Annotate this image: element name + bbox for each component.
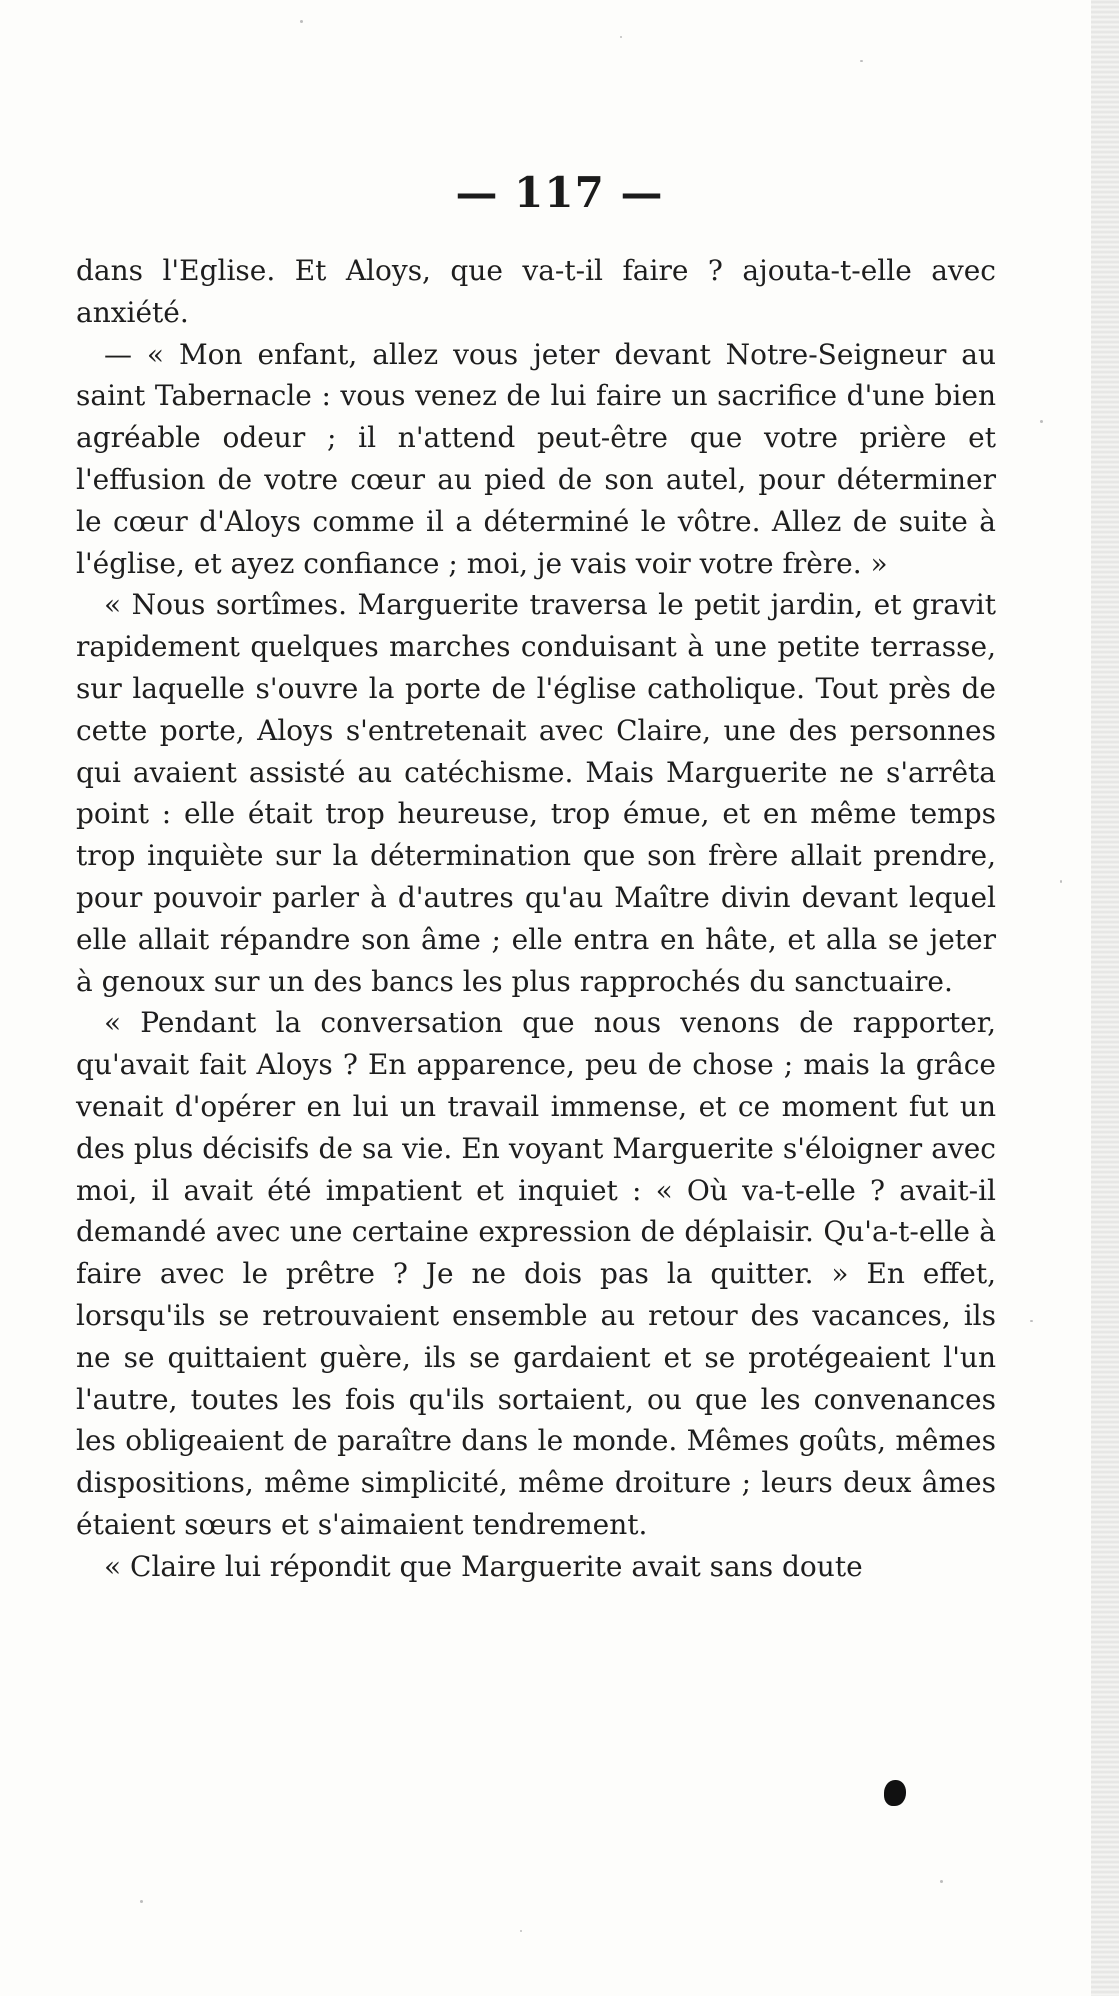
print-speckle	[620, 36, 622, 38]
paragraph-1: dans l'Eglise. Et Aloys, que va-t-il faire ? ajouta-t-elle avec anxiété.	[76, 254, 996, 329]
print-speckle	[140, 1900, 143, 1903]
print-speckle	[1060, 880, 1062, 883]
print-speckle	[860, 60, 863, 62]
print-speckle	[940, 1880, 943, 1883]
ink-blot	[884, 1780, 906, 1806]
body-text	[76, 250, 996, 1588]
paragraph-3: « Nous sortîmes. Marguerite traversa le petit jardin, et gravit rapidement quelques marches conduisant à une petite terrasse, sur laquelle s'ouvre la porte de l'église catholique. Tout près de cette porte, Aloys s'entretenait avec Claire, une des personnes qui avaient assisté au catéchisme. Mais Marguerite ne s'arrêta point : elle était trop heureuse, trop émue, et en même temps trop inquiète sur la détermination que son frère allait prendre, pour pouvoir parler à d'autres qu'au Maître divin devant lequel elle allait répandre son âme ; elle entra en hâte, et alla se jeter à genoux sur un des bancs les plus rapprochés du sanctuaire.	[76, 588, 996, 998]
print-speckle	[520, 1930, 522, 1932]
paragraph-2: — « Mon enfant, allez vous jeter devant Notre-Seigneur au saint Tabernacle : vous venez de lui faire un sacrifice d'une bien agréable odeur ; il n'attend peut-être que votre prière et l'effusion de votre cœur au pied de son autel, pour déterminer le cœur d'Aloys comme il a déterminé le vôtre. Allez de suite à l'église, et ayez confiance ; moi, je vais voir votre frère. »	[76, 337, 996, 580]
paragraph-4: « Pendant la conversation que nous venons de rapporter, qu'avait fait Aloys ? En apparence, peu de chose ; mais la grâce venait d'opérer en lui un travail immense, et ce moment fut un des plus décisifs de sa vie. En voyant Marguerite s'éloigner avec moi, il avait été impatient et inquiet : « Où va-t-elle ? avait-il demandé avec une certaine expression de déplaisir. Qu'a-t-elle à faire avec le prêtre ? Je ne dois pas la quitter. » En effet, lorsqu'ils se retrouvaient ensemble au retour des vacances, ils ne se quittaient guère, ils se gardaient et se protégeaient l'un l'autre, toutes les fois qu'ils sortaient, ou que les convenances les obligeaient de paraître dans le monde. Mêmes goûts, mêmes dispositions, même simplicité, même droiture ; leurs deux âmes étaient sœurs et s'aimaient tendrement.	[76, 1006, 996, 1541]
print-speckle	[300, 20, 303, 23]
page-number: — 117 —	[455, 168, 664, 217]
print-speckle	[1040, 420, 1043, 423]
print-speckle	[1030, 1320, 1033, 1322]
paragraph-5: « Claire lui répondit que Marguerite avait sans doute	[104, 1549, 863, 1583]
page-edge-shadow	[1091, 0, 1119, 1996]
